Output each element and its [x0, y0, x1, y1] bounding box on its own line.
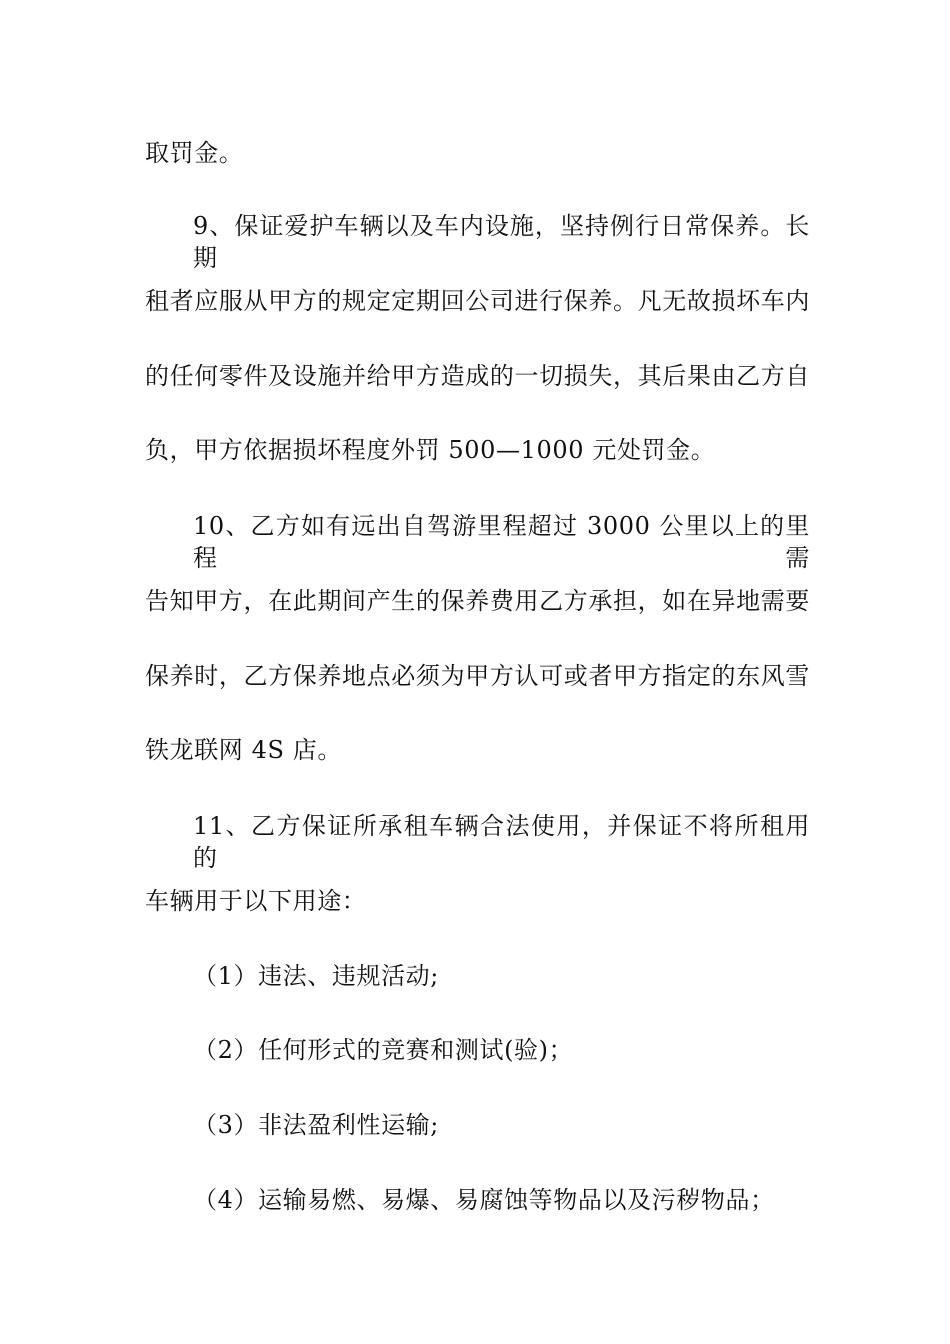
text-line: 11、乙方保证所承租车辆合法使用，并保证不将所租用的 [193, 812, 810, 872]
list-item: （3）非法盈利性运输; [193, 1111, 439, 1139]
list-item: （2）任何形式的竞赛和测试(验)； [193, 1036, 574, 1064]
list-item: （4）运输易燃、易爆、易腐蚀等物品以及污秽物品； [193, 1186, 775, 1214]
text-line: 负，甲方依据损坏程度外罚 500—1000 元处罚金。 [145, 436, 716, 464]
text-line: 告知甲方，在此期间产生的保养费用乙方承担，如在异地需要 [145, 587, 810, 615]
list-item: （1）违法、违规活动; [193, 962, 439, 990]
text-line: 铁龙联网 4S 店。 [145, 736, 342, 764]
text-line: 车辆用于以下用途： [145, 887, 367, 915]
text-line: 10、乙方如有远出自驾游里程超过 3000 公里以上的里程需 [193, 512, 810, 572]
text-line: 9、保证爱护车辆以及车内设施，坚持例行日常保养。长期 [193, 212, 810, 272]
text-line: 保养时，乙方保养地点必须为甲方认可或者甲方指定的东风雪 [145, 662, 810, 690]
text-line: 租者应服从甲方的规定定期回公司进行保养。凡无故损坏车内 [145, 287, 810, 315]
text-line: 的任何零件及设施并给甲方造成的一切损失，其后果由乙方自 [145, 362, 810, 390]
text-line: 取罚金。 [145, 139, 244, 167]
